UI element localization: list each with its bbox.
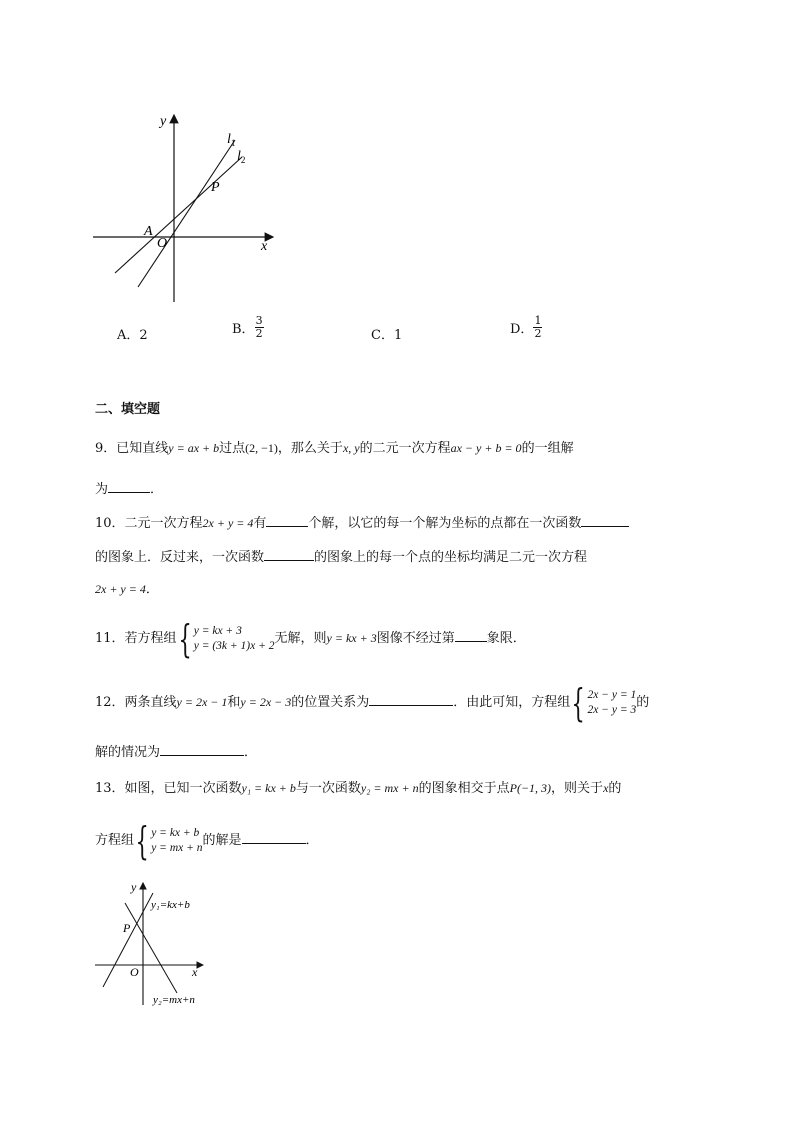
q10-text-3: 个解，以它的每一个解为坐标的点都在一次函数: [308, 516, 582, 531]
q10-math-equation-2: 2x + y = 4: [95, 582, 146, 596]
q11-math-function: y = kx + 3: [326, 631, 377, 645]
q10-text-1: 10．二元一次方程: [95, 516, 203, 531]
option-d: [510, 315, 542, 340]
question-12-line-2: [95, 741, 257, 763]
origin-label: O: [157, 236, 168, 251]
option-d-prefix: D．: [510, 322, 534, 337]
point-p-label-2: P: [123, 921, 131, 935]
q10-text-4: 的图象上．反过来，一次函数: [95, 550, 265, 565]
line-l2: [115, 157, 242, 273]
x-axis-label: x: [261, 239, 268, 254]
q9-text-2: 过点: [219, 441, 246, 456]
line-y2: [125, 903, 177, 993]
q12-text-4: ．由此可知，方程组: [453, 695, 571, 710]
q13-equation-system: { y = kx + b y = mx + n: [135, 818, 203, 863]
q13-math-function-2: y₂ = mx + n: [360, 781, 419, 795]
x-axis-label-2: x: [192, 965, 198, 979]
q11-text-2: 无解，则: [274, 631, 327, 646]
question-10-line-1: [95, 512, 629, 534]
q12-text-3: 的位置关系为: [291, 695, 370, 710]
q11-text-1: 11．若方程组: [95, 631, 177, 646]
q13-system-line-1: y = kx + b: [151, 826, 200, 839]
q13-math-point: P(−1, 3): [509, 781, 552, 795]
q10-text-6: ．: [145, 582, 159, 597]
option-a-text: A．2: [117, 328, 148, 343]
option-c-text: C．1: [371, 328, 403, 343]
question-10-line-3: [95, 579, 159, 600]
q10-math-equation: 2x + y = 4: [202, 516, 254, 530]
q13-answer-blank[interactable]: [242, 829, 306, 844]
q13-text-8: ．: [305, 833, 319, 848]
q13-text-7: 的解是: [202, 833, 242, 848]
q12-equation-system: { 2x − y = 1 2x − y = 3: [571, 680, 637, 725]
q12-system-line-1: 2x − y = 1: [587, 688, 637, 701]
q9-text-1: 9．已知直线: [95, 441, 169, 456]
q9-answer-blank[interactable]: [108, 478, 150, 493]
q12-text-2: 和: [227, 695, 241, 710]
q13-text-3: 的图象相交于点: [418, 781, 510, 796]
option-b: [232, 315, 264, 340]
q9-text-4: 的二元一次方程: [359, 441, 451, 456]
option-d-numerator: 1: [534, 314, 542, 327]
q9-text-6: 为: [95, 482, 109, 497]
q12-text-7: ．: [244, 745, 258, 760]
q13-text-5: 的: [608, 781, 622, 796]
option-b-prefix: B．: [232, 322, 255, 337]
q12-text-1: 12．两条直线: [95, 695, 177, 710]
figure-2-graph: [85, 875, 235, 1010]
q13-text-1: 13．如图，已知一次函数: [95, 781, 242, 796]
point-a-label: A: [144, 224, 153, 239]
option-c: [371, 324, 402, 343]
q11-equation-system: { y = kx + 3 y = (3k + 1)x + 2: [177, 616, 275, 661]
y2-function-label: y₂=mx+n: [153, 994, 195, 1006]
q10-text-2: 有: [253, 516, 267, 531]
q10-text-5: 的图象上的每一个点的坐标均满足二元一次方程: [314, 550, 588, 565]
q13-system-line-2: y = mx + n: [151, 841, 203, 854]
q12-text-6: 解的情况为: [95, 745, 161, 760]
q12-system-line-2: 2x − y = 3: [587, 703, 637, 716]
question-13-line-2: [95, 818, 319, 863]
q10-answer-blank-2[interactable]: [581, 512, 629, 527]
origin-label-2: O: [130, 965, 139, 979]
q13-text-4: ，则关于: [551, 781, 604, 796]
figure-1-graph: [85, 105, 285, 310]
line-y1: [103, 893, 153, 987]
section-title: 二、填空题: [95, 402, 161, 417]
q13-math-function-1: y₁ = kx + b: [241, 781, 296, 795]
q10-answer-blank-1[interactable]: [266, 512, 308, 527]
question-12-line-1: [95, 682, 649, 723]
q9-math-point: (2, −1): [245, 441, 278, 455]
y1-function-label: y₁=kx+b: [151, 899, 190, 911]
l2-label: $l_2$: [237, 149, 246, 165]
q12-text-5: 的: [636, 695, 650, 710]
q9-math-equation: ax − y + b = 0: [450, 441, 522, 455]
q10-answer-blank-3[interactable]: [264, 546, 314, 561]
y-axis-label: y: [160, 114, 167, 129]
q12-answer-blank-1[interactable]: [369, 691, 453, 706]
question-10-line-2: [95, 546, 587, 568]
question-9-line-2: [95, 478, 163, 500]
q11-text-4: 象限．: [486, 631, 526, 646]
question-9-line-1: [95, 438, 574, 459]
option-d-denominator: 2: [534, 327, 542, 340]
question-13-line-1: [95, 778, 621, 799]
q9-text-3: ，那么关于: [277, 441, 343, 456]
q9-math-line: y = ax + b: [168, 441, 220, 455]
q11-system-line-1: y = kx + 3: [193, 624, 242, 637]
q11-system-line-2: y = (3k + 1)x + 2: [193, 639, 275, 652]
point-p-label: P: [211, 180, 220, 195]
q13-text-6: 方程组: [95, 833, 135, 848]
q9-text-5: 的一组解: [521, 441, 574, 456]
q11-answer-blank[interactable]: [455, 627, 487, 642]
q12-answer-blank-2[interactable]: [160, 741, 244, 756]
question-11: [95, 618, 526, 659]
q9-text-7: ．: [150, 482, 164, 497]
q12-math-line-1: y = 2x − 1: [176, 695, 228, 709]
option-b-denominator: 2: [255, 327, 263, 340]
q11-text-3: 图像不经过第: [376, 631, 455, 646]
y-axis-label-2: y: [131, 880, 137, 894]
q12-math-line-2: y = 2x − 3: [240, 695, 292, 709]
option-b-numerator: 3: [255, 314, 263, 327]
q13-text-2: 与一次函数: [295, 781, 361, 796]
l1-label: $l_1$: [227, 132, 236, 148]
option-a: [117, 324, 148, 343]
q9-math-vars: x, y: [342, 441, 360, 455]
q13-math-var: x: [603, 781, 609, 795]
line-l1: [138, 140, 235, 287]
